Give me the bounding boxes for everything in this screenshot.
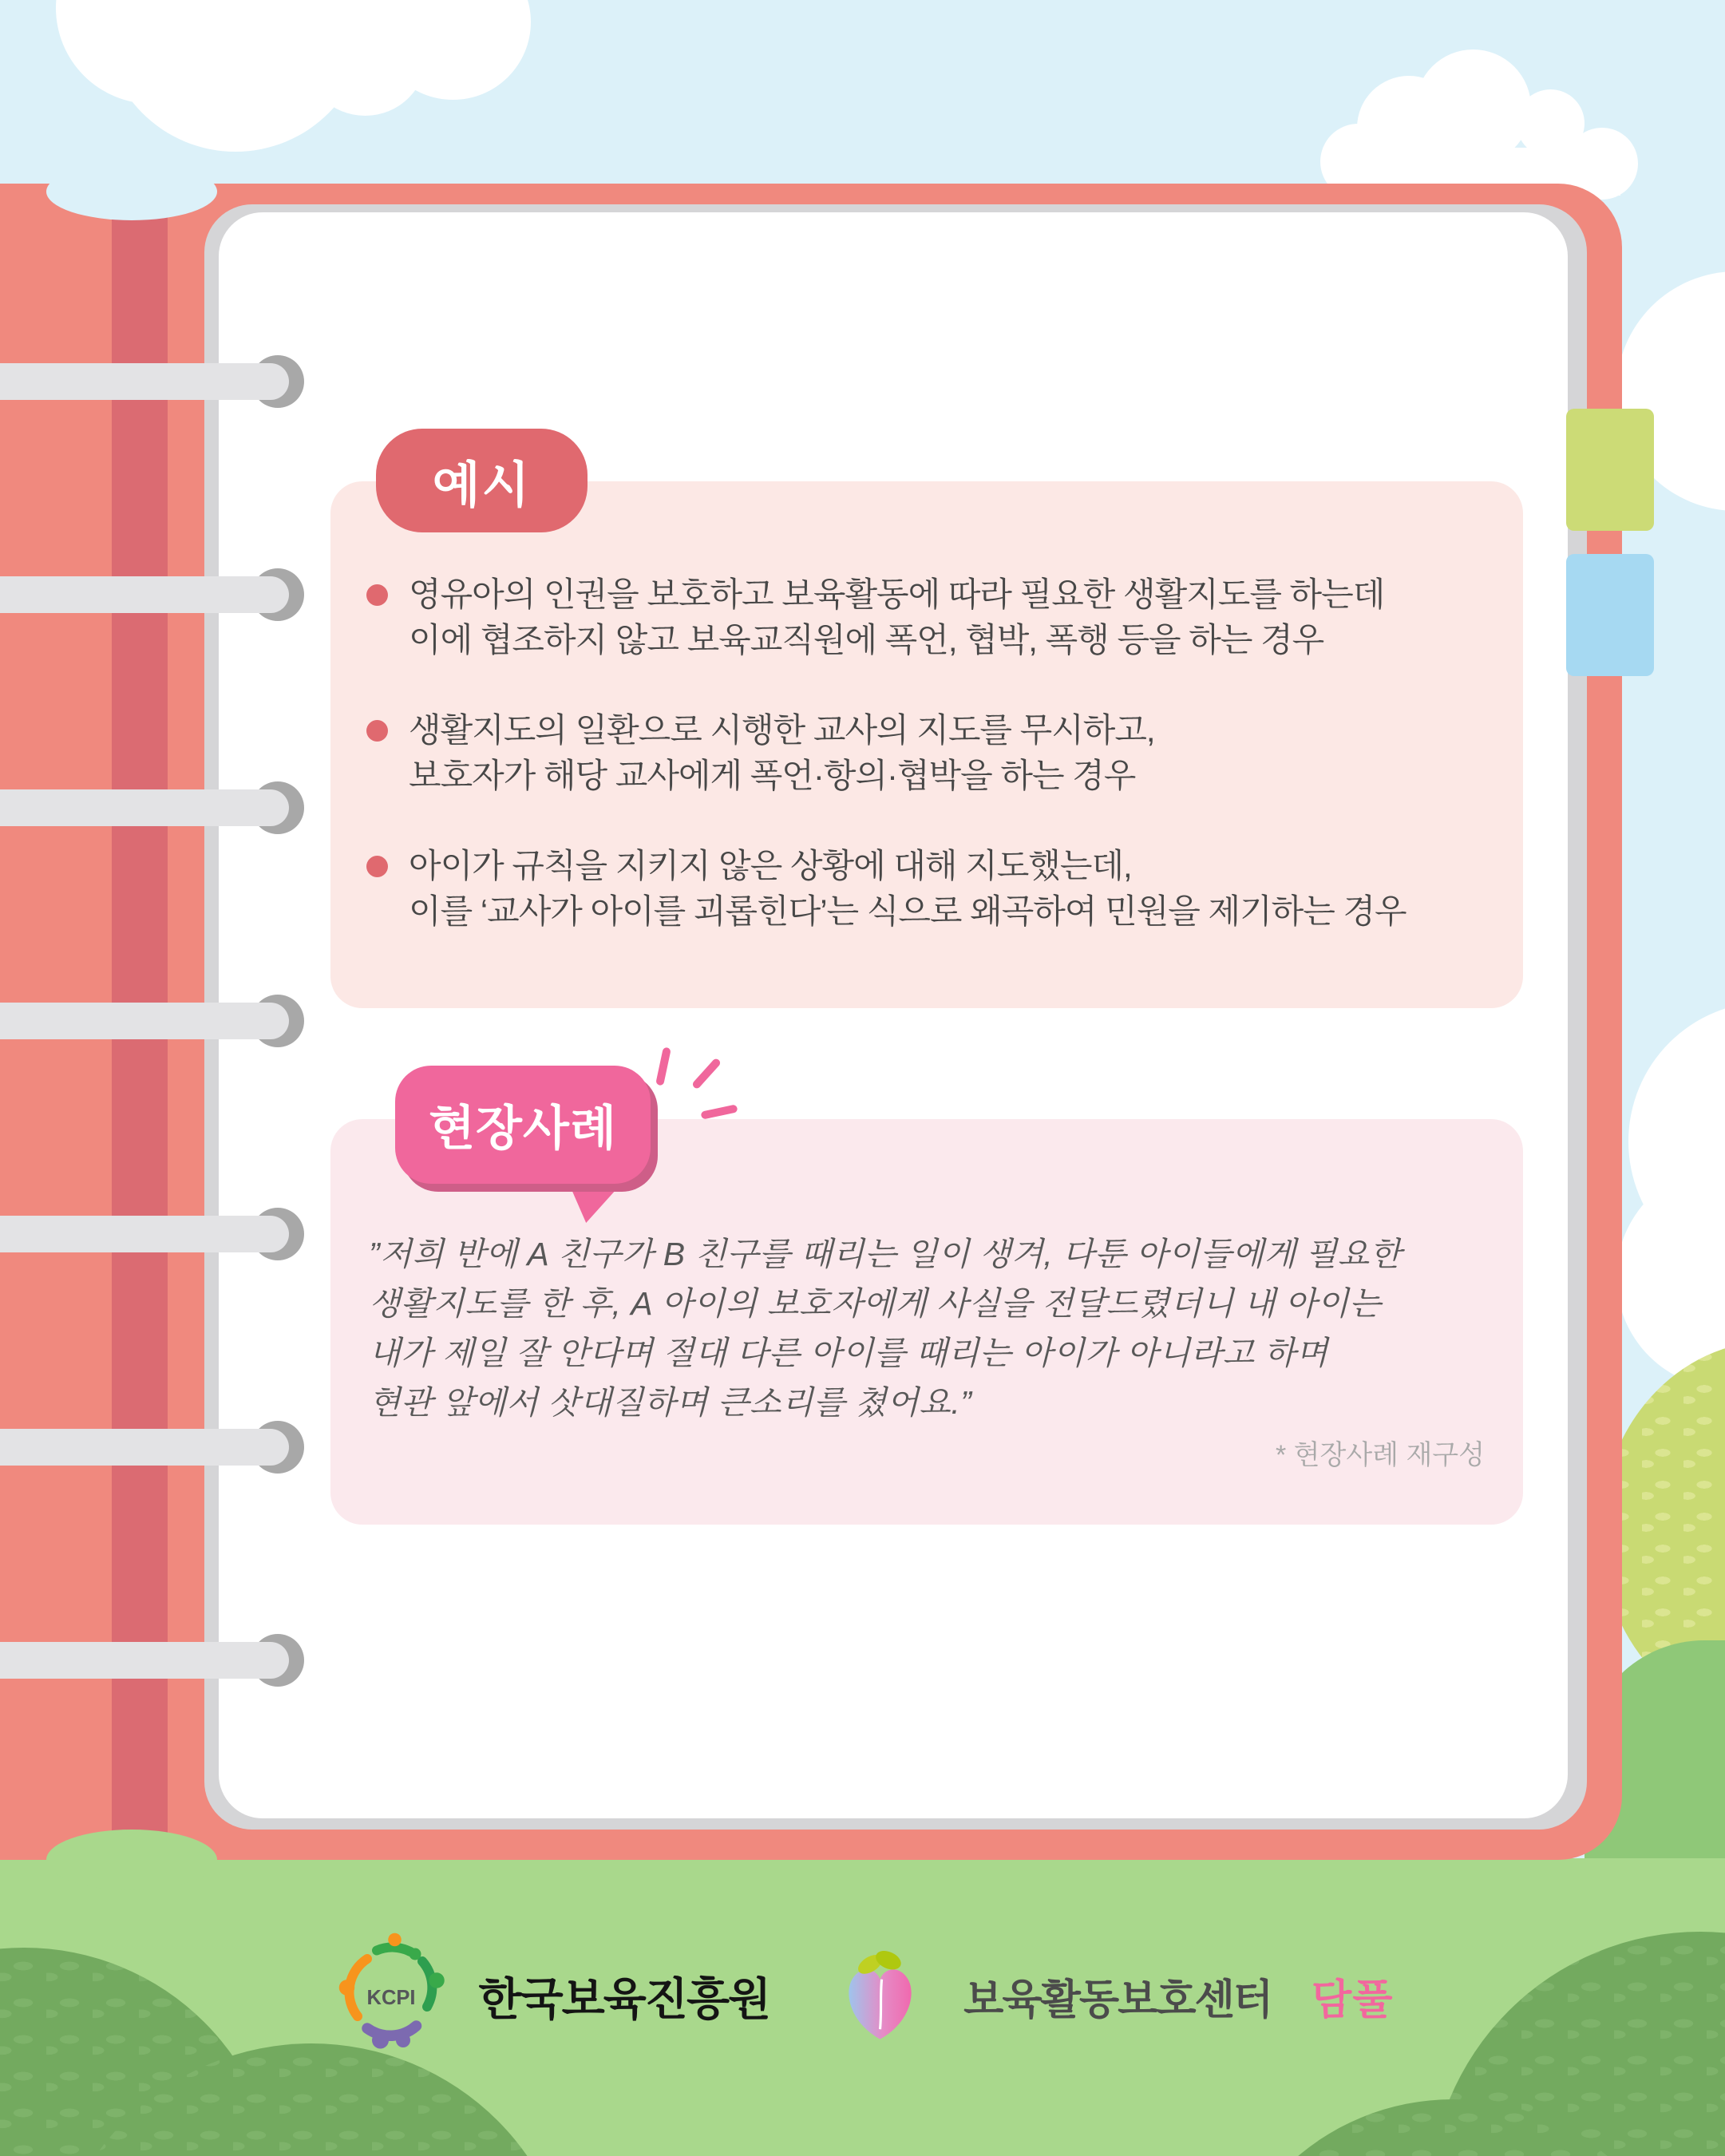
ring-bar (0, 363, 289, 400)
case-bubble (395, 1066, 651, 1184)
footer-logos (0, 1922, 1725, 2070)
story-line: 내가 제일 잘 안다며 절대 다른 아이를 때리는 아이가 아니라고 하며 (369, 1335, 1328, 1371)
spine-fold-bottom (46, 1830, 217, 1890)
case-story-text (369, 1229, 1402, 1427)
example-badge-label: 예시 (432, 457, 532, 513)
ring-bar (0, 1642, 289, 1679)
bullet-dot-icon (366, 720, 388, 742)
bookmark-tab-green (1566, 409, 1654, 531)
bookmark-tab-blue (1566, 554, 1654, 676)
dampul-flower-logo (838, 1946, 922, 2046)
bullet-item (366, 572, 1384, 663)
bullet-text: 보호자가 해당 교사에게 폭언·항의·협박을 하는 경우 (409, 757, 1136, 794)
bullet-dot-icon (366, 584, 388, 606)
bullet-text: 이에 협조하지 않고 보육교직원에 폭언, 협박, 폭행 등을 하는 경우 (409, 621, 1324, 659)
bullet-item (366, 707, 1155, 798)
bullet-dot-icon (366, 856, 388, 877)
story-line: 생활지도를 한 후, A 아이의 보호자에게 사실을 전달드렸더니 내 아이는 (369, 1285, 1382, 1322)
bullet-text: 생활지도의 일환으로 시행한 교사의 지도를 무시하고, (409, 711, 1155, 749)
story-line: 현관 앞에서 삿대질하며 큰소리를 쳤어요.” (369, 1384, 972, 1421)
bullet-item (366, 843, 1407, 934)
bullet-text: 아이가 규칙을 지키지 않은 상황에 대해 지도했는데, (409, 847, 1132, 884)
bullet-text: 이를 ‘교사가 아이를 괴롭힌다’는 식으로 왜곡하여 민원을 제기하는 경우 (409, 892, 1407, 930)
bullet-text: 영유아의 인권을 보호하고 보육활동에 따라 필요한 생활지도를 하는데 (409, 576, 1385, 613)
example-badge (376, 429, 588, 532)
case-footnote: * 현장사례 재구성 (1275, 1440, 1485, 1470)
ring-bar (0, 1216, 289, 1252)
kcpi-acronym-label: KCPI (367, 1987, 416, 2009)
center-name-label: 보육활동보호센터 (963, 1977, 1272, 2023)
spine-fold-top (46, 163, 217, 220)
kcpi-logo (331, 1930, 451, 2062)
ring-bar (0, 1003, 289, 1039)
story-line: ”저희 반에 A 친구가 B 친구를 때리는 일이 생겨, 다툰 아이들에게 필요한 (369, 1236, 1402, 1272)
case-bubble-label: 현장사례 (429, 1102, 617, 1155)
kcpi-name-label: 한국보육진흥원 (478, 1973, 770, 2024)
center-brand-label: 담풀 (1312, 1977, 1394, 2023)
ring-bar (0, 576, 289, 613)
ring-bar (0, 1429, 289, 1466)
ring-bar (0, 789, 289, 826)
